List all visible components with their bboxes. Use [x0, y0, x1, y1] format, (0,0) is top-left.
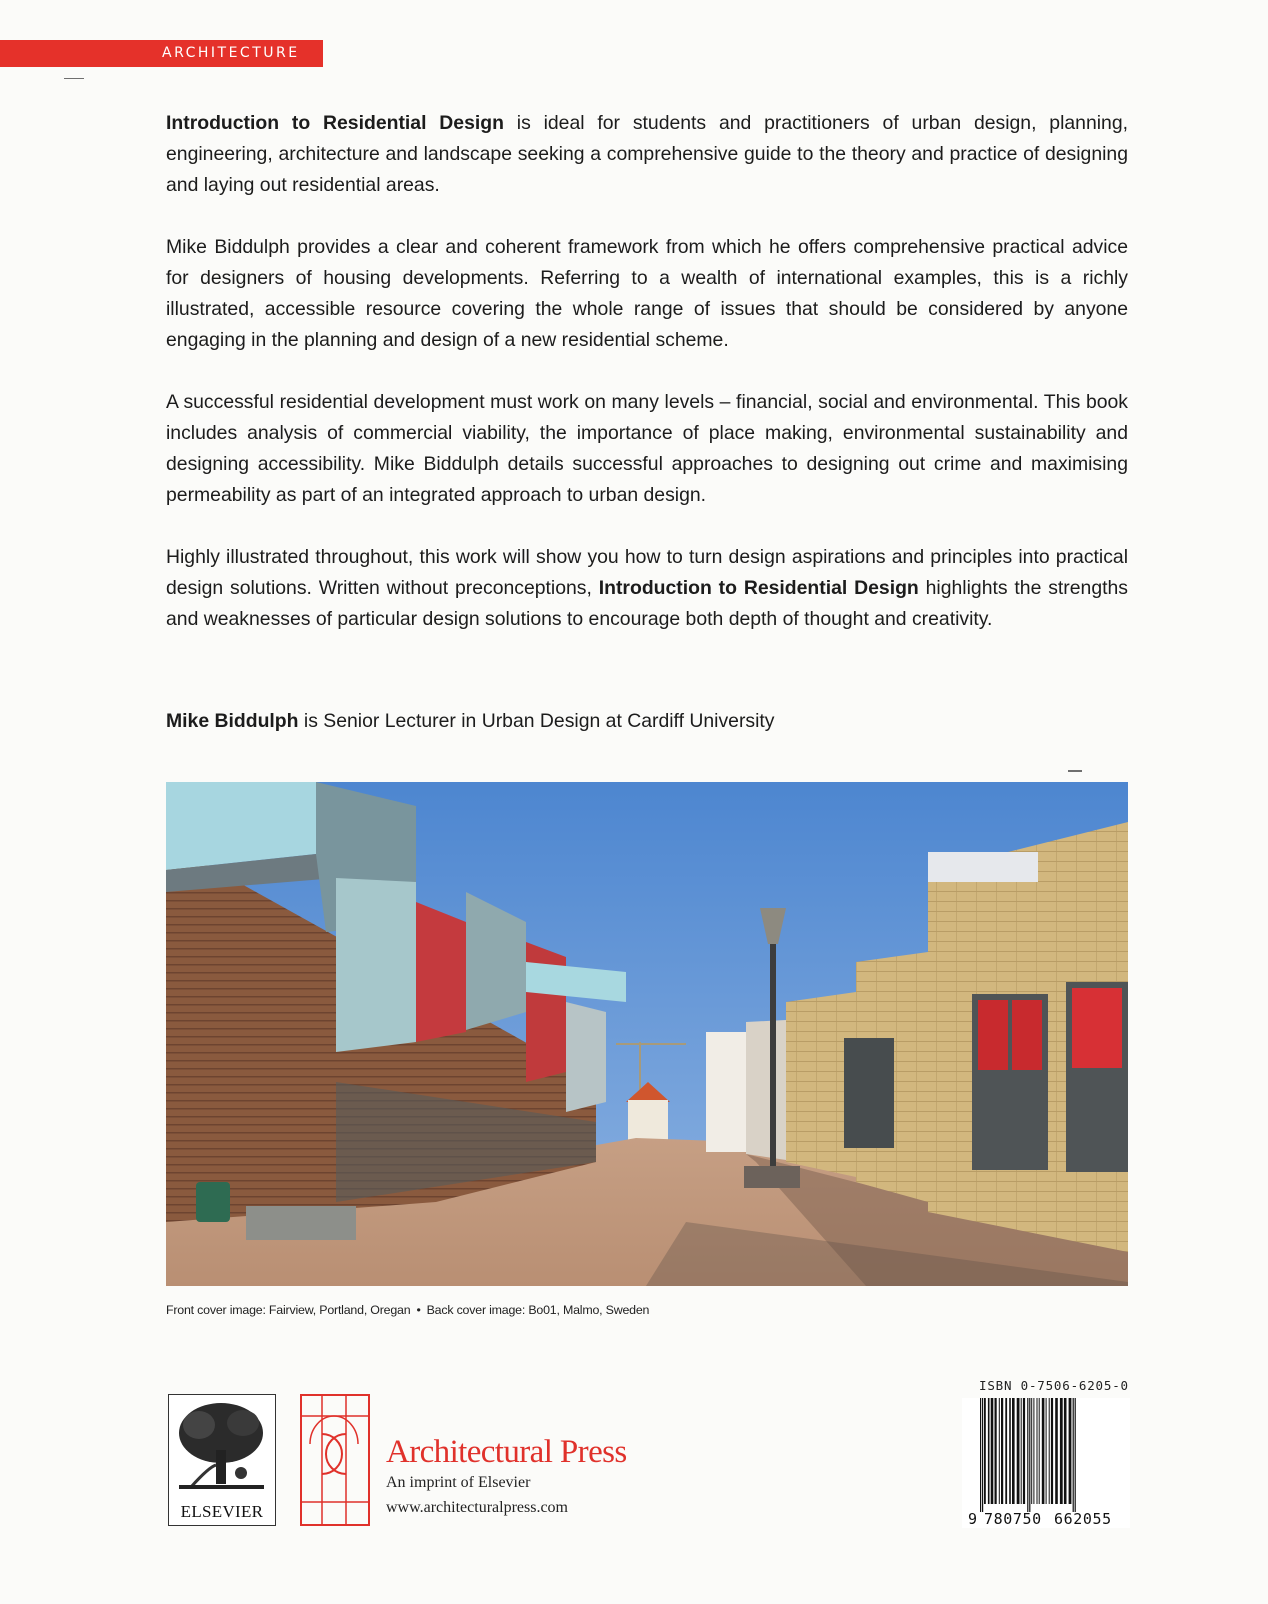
barcode-guard-bar — [1027, 1398, 1028, 1512]
author-bio: Mike Biddulph is Senior Lecturer in Urban Design at Cardiff University — [166, 710, 775, 732]
barcode-bar — [1017, 1398, 1020, 1504]
barcode-bar — [1005, 1398, 1007, 1504]
publisher-name: Architectural Press — [386, 1434, 627, 1470]
barcode-bar — [1021, 1398, 1022, 1504]
barcode-bar — [1069, 1398, 1072, 1504]
back-cover-photo — [166, 782, 1128, 1286]
barcode-bar — [999, 1398, 1000, 1504]
publisher-url: www.architecturalpress.com — [386, 1499, 568, 1516]
blurb-paragraph-2: Mike Biddulph provides a clear and coherent framework from which he offers comprehensive practical advice for designers of housing developments. Referring to a wealth of international examples, this is a richly illustrated, accessible resource covering the whole range of issues that should be considered by anyone engaging in the planning and design of a new residential scheme. — [166, 236, 1128, 351]
barcode-bar — [991, 1398, 994, 1504]
isbn-barcode — [962, 1398, 1130, 1528]
category-tab: ARCHITECTURE — [0, 40, 323, 67]
barcode-bar — [1001, 1398, 1003, 1504]
barcode-bar — [1049, 1398, 1050, 1504]
blurb-paragraph-3: A successful residential development must work on many levels – financial, social and environmental. This book includes analysis of commercial viability, the importance of place making, environmental sustainability and designing accessibility. Mike Biddulph details successful approaches to designing out crime and maximising permeability as part of an integrated approach to urban design. — [166, 391, 1128, 506]
photo-caption: Front cover image: Fairview, Portland, Oregan • Back cover image: Bo01, Malmo, Sweden — [166, 1303, 650, 1317]
elsevier-wordmark: ELSEVIER — [180, 1502, 264, 1521]
elsevier-logo — [168, 1394, 276, 1526]
barcode-bar — [1064, 1398, 1067, 1504]
barcode-bar — [1039, 1398, 1040, 1504]
elsevier-tree-icon — [169, 1395, 274, 1495]
barcode-bar — [1023, 1398, 1025, 1504]
barcode-guard-bar — [1073, 1398, 1074, 1512]
caption-separator: • — [416, 1303, 421, 1317]
print-speck — [1068, 770, 1082, 772]
back-cover-blurb — [166, 108, 1128, 666]
barcode-bar — [1060, 1398, 1063, 1504]
author-name: Mike Biddulph — [166, 710, 299, 732]
barcode-digit-lead: 9 — [968, 1510, 978, 1528]
barcode-bar — [1051, 1398, 1053, 1504]
barcode-digits-right: 662055 — [1054, 1510, 1112, 1528]
barcode-bar — [1009, 1398, 1011, 1504]
barcode-guard-bar — [1075, 1398, 1076, 1512]
barcode-bar — [1042, 1398, 1045, 1504]
barcode-bar — [1031, 1398, 1032, 1504]
barcode-bar — [1037, 1398, 1038, 1504]
isbn-label: ISBN 0-7506-6205-0 — [979, 1378, 1129, 1393]
blurb-paragraph-1: Introduction to Residential Design is ideal for students and practitioners of urban design, planning, engineering, architecture and landscape seeking a comprehensive guide to the theory and practice of designing and laying out residential areas. — [166, 112, 1129, 196]
publisher-imprint: An imprint of Elsevier — [386, 1474, 531, 1491]
barcode-bar — [988, 1398, 990, 1504]
barcode-bar — [1012, 1398, 1015, 1504]
barcode-guard-bar — [982, 1398, 983, 1512]
barcode-bar — [984, 1398, 986, 1504]
barcode-bar — [1033, 1398, 1034, 1504]
barcode-digits-left: 780750 — [984, 1510, 1042, 1528]
barcode-bar — [1046, 1398, 1047, 1504]
book-title: Introduction to Residential Design — [598, 577, 919, 599]
barcode-bar — [995, 1398, 997, 1504]
barcode-bar — [1055, 1398, 1058, 1504]
print-speck — [64, 78, 84, 79]
barcode-guard-bar — [980, 1398, 981, 1512]
architectural-press-logo — [300, 1394, 370, 1526]
book-title: Introduction to Residential Design — [166, 112, 504, 134]
barcode-guard-bar — [1029, 1398, 1030, 1512]
blurb-paragraph-4: Highly illustrated throughout, this work will show you how to turn design aspirations and principles into practical design solutions. Written without preconceptions, Introduction to Residential Design highlights the strengths and weaknesses of particular design solutions to encourage both depth of thought and creativity. — [166, 546, 1128, 630]
